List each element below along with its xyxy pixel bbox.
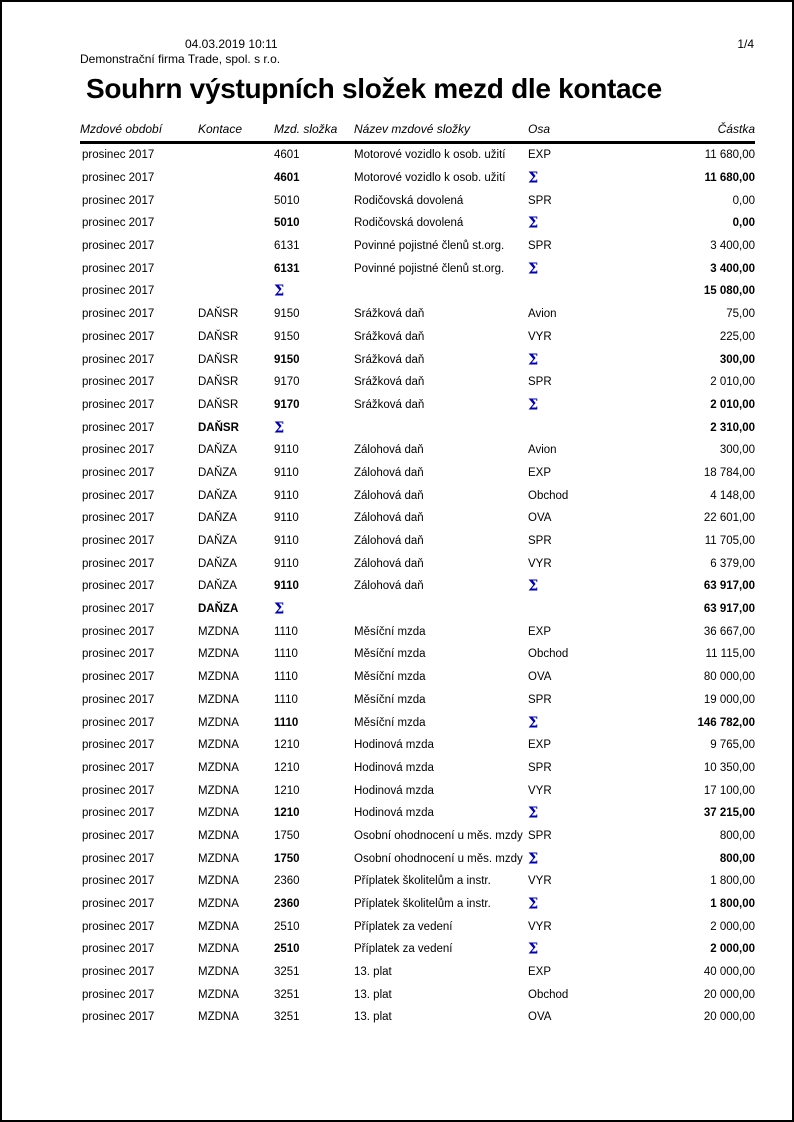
cell-nazev: Srážková daň <box>354 376 425 389</box>
table-row <box>80 303 755 326</box>
cell-kontace: MZDNA <box>198 829 239 842</box>
cell-slozka: 9170 <box>274 398 300 411</box>
cell-slozka: 1750 <box>274 852 300 865</box>
table-row <box>80 689 755 712</box>
table-row <box>80 847 755 870</box>
cell-osa: Avion <box>528 444 557 457</box>
cell-nazev: Měsíční mzda <box>354 625 426 638</box>
cell-nazev: Osobní ohodnocení u měs. mzdy <box>354 829 523 842</box>
cell-osa: VYR <box>528 330 552 343</box>
cell-obdobi: prosinec 2017 <box>82 739 155 752</box>
cell-osa: EXP <box>528 739 552 752</box>
cell-obdobi: prosinec 2017 <box>82 898 155 911</box>
cell-nazev: Příplatek za vedení <box>354 920 453 933</box>
cell-obdobi: prosinec 2017 <box>82 807 155 820</box>
sigma-icon: Σ <box>528 169 539 187</box>
cell-kontace: MZDNA <box>198 693 239 706</box>
cell-kontace: MZDNA <box>198 898 239 911</box>
cell-nazev: Rodičovská dovolená <box>354 217 464 230</box>
cell-obdobi: prosinec 2017 <box>82 444 155 457</box>
cell-nazev: Hodinová mzda <box>354 761 434 774</box>
cell-obdobi: prosinec 2017 <box>82 398 155 411</box>
cell-nazev: Zálohová daň <box>354 489 424 502</box>
table-row <box>80 620 755 643</box>
cell-castka: 1 800,00 <box>710 898 755 911</box>
cell-castka: 2 010,00 <box>710 398 755 411</box>
cell-slozka: 2360 <box>274 898 300 911</box>
column-header-mzd-slozka: Mzd. složka <box>274 122 338 136</box>
cell-nazev: 13. plat <box>354 988 392 1001</box>
table-row <box>80 711 755 734</box>
cell-castka: 800,00 <box>719 829 755 842</box>
cell-osa: SPR <box>528 194 552 207</box>
cell-obdobi: prosinec 2017 <box>82 376 155 389</box>
cell-slozka: 9110 <box>274 466 299 479</box>
cell-castka: 20 000,00 <box>703 988 755 1001</box>
cell-osa: EXP <box>528 966 552 979</box>
table-row <box>80 779 755 802</box>
cell-slozka: 9110 <box>274 557 299 570</box>
table-row <box>80 144 755 167</box>
cell-nazev: Srážková daň <box>354 308 425 321</box>
cell-nazev: Hodinová mzda <box>354 807 434 820</box>
cell-obdobi: prosinec 2017 <box>82 784 155 797</box>
table-row <box>80 983 755 1006</box>
cell-slozka: 1210 <box>274 784 300 797</box>
column-header-nazev: Název mzdové složky <box>354 122 471 136</box>
table-row <box>80 394 755 417</box>
cell-castka: 15 080,00 <box>703 285 755 298</box>
table-row <box>80 235 755 258</box>
cell-slozka: 1110 <box>274 716 299 729</box>
cell-osa: Obchod <box>528 988 569 1001</box>
cell-kontace: DAŇZA <box>198 580 237 593</box>
table-row <box>80 575 755 598</box>
cell-osa: EXP <box>528 625 552 638</box>
cell-slozka: 6131 <box>274 240 300 253</box>
cell-obdobi: prosinec 2017 <box>82 308 155 321</box>
cell-nazev: Příplatek školitelům a instr. <box>354 875 491 888</box>
table-row <box>80 439 755 462</box>
cell-kontace: MZDNA <box>198 966 239 979</box>
cell-obdobi: prosinec 2017 <box>82 466 155 479</box>
cell-castka: 10 350,00 <box>703 761 755 774</box>
cell-castka: 2 000,00 <box>710 920 755 933</box>
cell-slozka: 6131 <box>274 262 300 275</box>
cell-castka: 6 379,00 <box>710 557 755 570</box>
cell-slozka: 1110 <box>274 693 298 706</box>
table-header <box>80 122 755 142</box>
cell-nazev: Hodinová mzda <box>354 739 434 752</box>
cell-nazev: Příplatek za vedení <box>354 943 453 956</box>
cell-osa: OVA <box>528 671 552 684</box>
cell-nazev: Zálohová daň <box>354 535 424 548</box>
cell-kontace: MZDNA <box>198 716 239 729</box>
cell-obdobi: prosinec 2017 <box>82 988 155 1001</box>
cell-kontace: DAŇSR <box>198 308 239 321</box>
table-row <box>80 1006 755 1029</box>
sigma-icon: Σ <box>528 804 539 822</box>
cell-osa: SPR <box>528 693 552 706</box>
cell-obdobi: prosinec 2017 <box>82 580 155 593</box>
table-row <box>80 167 755 190</box>
cell-slozka: 5010 <box>274 194 300 207</box>
cell-slozka: 3251 <box>274 966 300 979</box>
table-row <box>80 938 755 961</box>
cell-kontace: MZDNA <box>198 807 239 820</box>
table-row <box>80 893 755 916</box>
sigma-icon: Σ <box>528 895 539 913</box>
cell-osa: Obchod <box>528 648 569 661</box>
cell-slozka: 1210 <box>274 761 300 774</box>
cell-nazev: Zálohová daň <box>354 580 424 593</box>
cell-castka: 36 667,00 <box>703 625 755 638</box>
cell-castka: 22 601,00 <box>703 512 755 525</box>
sigma-icon: Σ <box>528 396 539 414</box>
cell-nazev: Osobní ohodnocení u měs. mzdy <box>354 852 523 865</box>
cell-castka: 2 010,00 <box>710 376 755 389</box>
table-row <box>80 348 755 371</box>
cell-slozka: 1110 <box>274 625 298 638</box>
cell-castka: 63 917,00 <box>703 603 755 616</box>
sigma-icon: Σ <box>274 419 285 437</box>
cell-obdobi: prosinec 2017 <box>82 240 155 253</box>
cell-castka: 2 310,00 <box>710 421 755 434</box>
cell-slozka: 2510 <box>274 943 300 956</box>
table-body <box>80 144 755 1029</box>
sigma-icon: Σ <box>528 351 539 369</box>
cell-nazev: Motorové vozidlo k osob. užití <box>354 149 506 162</box>
cell-castka: 0,00 <box>732 217 755 230</box>
cell-osa: SPR <box>528 761 552 774</box>
cell-obdobi: prosinec 2017 <box>82 716 155 729</box>
cell-slozka: 9150 <box>274 308 300 321</box>
table-row <box>80 484 755 507</box>
cell-slozka: 3251 <box>274 1011 300 1024</box>
cell-nazev: Srážková daň <box>354 398 425 411</box>
cell-obdobi: prosinec 2017 <box>82 421 155 434</box>
cell-slozka: 9170 <box>274 376 300 389</box>
cell-kontace: DAŇZA <box>198 466 237 479</box>
cell-obdobi: prosinec 2017 <box>82 920 155 933</box>
cell-slozka: 1110 <box>274 648 298 661</box>
cell-slozka: 9150 <box>274 330 300 343</box>
cell-obdobi: prosinec 2017 <box>82 512 155 525</box>
cell-obdobi: prosinec 2017 <box>82 693 155 706</box>
cell-castka: 300,00 <box>719 444 755 457</box>
cell-osa: OVA <box>528 512 552 525</box>
table-row <box>80 598 755 621</box>
cell-osa: EXP <box>528 149 552 162</box>
cell-castka: 2 000,00 <box>710 943 755 956</box>
sigma-icon: Σ <box>274 282 285 300</box>
cell-osa: VYR <box>528 920 552 933</box>
cell-kontace: DAŇSR <box>198 330 239 343</box>
cell-castka: 17 100,00 <box>703 784 755 797</box>
cell-castka: 0,00 <box>732 194 755 207</box>
cell-castka: 20 000,00 <box>703 1011 755 1024</box>
cell-castka: 800,00 <box>719 852 755 865</box>
table-row <box>80 961 755 984</box>
cell-kontace: DAŇZA <box>198 489 237 502</box>
cell-castka: 75,00 <box>726 308 755 321</box>
cell-obdobi: prosinec 2017 <box>82 966 155 979</box>
cell-kontace: MZDNA <box>198 784 239 797</box>
cell-kontace: MZDNA <box>198 852 239 865</box>
cell-kontace: DAŇZA <box>198 603 239 616</box>
cell-kontace: MZDNA <box>198 875 239 888</box>
cell-obdobi: prosinec 2017 <box>82 149 155 162</box>
cell-obdobi: prosinec 2017 <box>82 353 155 366</box>
cell-nazev: Povinné pojistné členů st.org. <box>354 262 505 275</box>
sigma-icon: Σ <box>274 600 285 618</box>
cell-kontace: MZDNA <box>198 920 239 933</box>
cell-osa: VYR <box>528 557 552 570</box>
cell-obdobi: prosinec 2017 <box>82 625 155 638</box>
table-row <box>80 870 755 893</box>
table-row <box>80 825 755 848</box>
cell-obdobi: prosinec 2017 <box>82 875 155 888</box>
cell-obdobi: prosinec 2017 <box>82 535 155 548</box>
table-row <box>80 507 755 530</box>
cell-nazev: Zálohová daň <box>354 466 424 479</box>
column-header-mzdove-obdobi: Mzdové období <box>80 122 163 136</box>
table-row <box>80 643 755 666</box>
cell-nazev: Měsíční mzda <box>354 671 426 684</box>
cell-osa: Obchod <box>528 489 569 502</box>
cell-slozka: 2510 <box>274 920 300 933</box>
cell-castka: 11 115,00 <box>705 648 755 661</box>
cell-castka: 11 705,00 <box>704 535 755 548</box>
cell-nazev: 13. plat <box>354 1011 392 1024</box>
cell-slozka: 1110 <box>274 671 298 684</box>
cell-castka: 11 680,00 <box>704 149 755 162</box>
cell-castka: 300,00 <box>719 353 755 366</box>
cell-slozka: 5010 <box>274 217 300 230</box>
table-row <box>80 212 755 235</box>
cell-obdobi: prosinec 2017 <box>82 557 155 570</box>
cell-kontace: DAŇZA <box>198 535 237 548</box>
cell-kontace: DAŇZA <box>198 512 237 525</box>
cell-slozka: 9110 <box>274 512 299 525</box>
table-row <box>80 734 755 757</box>
cell-nazev: Zálohová daň <box>354 444 424 457</box>
cell-castka: 80 000,00 <box>703 671 755 684</box>
cell-osa: SPR <box>528 535 552 548</box>
table-row <box>80 462 755 485</box>
cell-slozka: 1210 <box>274 739 300 752</box>
report-title: Souhrn výstupních složek mezd dle kontace <box>86 73 662 104</box>
cell-osa: Avion <box>528 308 557 321</box>
table-row <box>80 552 755 575</box>
cell-castka: 3 400,00 <box>710 262 755 275</box>
cell-nazev: Zálohová daň <box>354 512 424 525</box>
page-number: 1/4 <box>737 37 754 51</box>
cell-slozka: 9110 <box>274 535 299 548</box>
cell-slozka: 2360 <box>274 875 300 888</box>
cell-kontace: DAŇZA <box>198 444 237 457</box>
sigma-icon: Σ <box>528 214 539 232</box>
cell-osa: OVA <box>528 1011 552 1024</box>
cell-castka: 40 000,00 <box>703 966 755 979</box>
cell-kontace: DAŇSR <box>198 421 239 434</box>
sigma-icon: Σ <box>528 260 539 278</box>
cell-obdobi: prosinec 2017 <box>82 852 155 865</box>
cell-slozka: 4601 <box>274 172 300 185</box>
cell-nazev: Rodičovská dovolená <box>354 194 464 207</box>
cell-nazev: 13. plat <box>354 966 392 979</box>
table-row <box>80 666 755 689</box>
cell-kontace: MZDNA <box>198 671 239 684</box>
cell-obdobi: prosinec 2017 <box>82 262 155 275</box>
cell-osa: SPR <box>528 829 552 842</box>
cell-kontace: DAŇSR <box>198 353 239 366</box>
cell-kontace: MZDNA <box>198 625 239 638</box>
cell-slozka: 9110 <box>274 580 299 593</box>
cell-castka: 225,00 <box>719 330 755 343</box>
cell-kontace: MZDNA <box>198 943 239 956</box>
cell-osa: VYR <box>528 784 552 797</box>
cell-nazev: Měsíční mzda <box>354 716 426 729</box>
cell-obdobi: prosinec 2017 <box>82 285 155 298</box>
cell-castka: 146 782,00 <box>697 716 755 729</box>
company-name: Demonstrační firma Trade, spol. s r.o. <box>80 52 281 66</box>
cell-kontace: MZDNA <box>198 739 239 752</box>
cell-nazev: Srážková daň <box>354 353 425 366</box>
sigma-icon: Σ <box>528 577 539 595</box>
cell-nazev: Povinné pojistné členů st.org. <box>354 240 505 253</box>
cell-castka: 1 800,00 <box>710 875 755 888</box>
cell-obdobi: prosinec 2017 <box>82 194 155 207</box>
cell-osa: VYR <box>528 875 552 888</box>
cell-castka: 11 680,00 <box>704 172 755 185</box>
cell-slozka: 1750 <box>274 829 300 842</box>
cell-slozka: 4601 <box>274 149 300 162</box>
cell-kontace: MZDNA <box>198 988 239 1001</box>
cell-castka: 19 000,00 <box>703 693 755 706</box>
table-row <box>80 915 755 938</box>
cell-kontace: DAŇSR <box>198 376 239 389</box>
cell-obdobi: prosinec 2017 <box>82 489 155 502</box>
cell-kontace: MZDNA <box>198 1011 239 1024</box>
cell-nazev: Měsíční mzda <box>354 693 426 706</box>
cell-castka: 9 765,00 <box>710 739 755 752</box>
cell-castka: 63 917,00 <box>703 580 755 593</box>
cell-slozka: 3251 <box>274 988 300 1001</box>
table-row <box>80 280 755 303</box>
cell-kontace: MZDNA <box>198 761 239 774</box>
cell-castka: 4 148,00 <box>710 489 755 502</box>
cell-slozka: 1210 <box>274 807 300 820</box>
cell-nazev: Zálohová daň <box>354 557 424 570</box>
cell-obdobi: prosinec 2017 <box>82 829 155 842</box>
table-row <box>80 416 755 439</box>
table-row <box>80 371 755 394</box>
table-row <box>80 189 755 212</box>
cell-obdobi: prosinec 2017 <box>82 1011 155 1024</box>
cell-nazev: Hodinová mzda <box>354 784 434 797</box>
cell-obdobi: prosinec 2017 <box>82 671 155 684</box>
sigma-icon: Σ <box>528 940 539 958</box>
table-row <box>80 257 755 280</box>
column-header-kontace: Kontace <box>198 122 243 136</box>
cell-kontace: MZDNA <box>198 648 239 661</box>
cell-castka: 18 784,00 <box>703 466 755 479</box>
table-row <box>80 802 755 825</box>
report-datetime: 04.03.2019 10:11 <box>185 37 278 51</box>
cell-obdobi: prosinec 2017 <box>82 648 155 661</box>
cell-kontace: DAŇSR <box>198 398 239 411</box>
column-header-castka: Částka <box>717 122 755 136</box>
cell-nazev: Příplatek školitelům a instr. <box>354 898 491 911</box>
cell-obdobi: prosinec 2017 <box>82 217 155 230</box>
sigma-icon: Σ <box>528 850 539 868</box>
cell-nazev: Měsíční mzda <box>354 648 426 661</box>
cell-osa: SPR <box>528 240 552 253</box>
column-header-osa: Osa <box>528 122 551 136</box>
table-row <box>80 757 755 780</box>
cell-osa: EXP <box>528 466 552 479</box>
cell-obdobi: prosinec 2017 <box>82 603 155 616</box>
table-row <box>80 530 755 553</box>
cell-osa: SPR <box>528 376 552 389</box>
cell-kontace: DAŇZA <box>198 557 237 570</box>
cell-castka: 3 400,00 <box>710 240 755 253</box>
cell-slozka: 9150 <box>274 353 300 366</box>
cell-obdobi: prosinec 2017 <box>82 761 155 774</box>
cell-obdobi: prosinec 2017 <box>82 330 155 343</box>
sigma-icon: Σ <box>528 714 539 732</box>
cell-nazev: Motorové vozidlo k osob. užití <box>354 172 506 185</box>
cell-obdobi: prosinec 2017 <box>82 172 155 185</box>
cell-slozka: 9110 <box>274 489 299 502</box>
cell-slozka: 9110 <box>274 444 299 457</box>
cell-nazev: Srážková daň <box>354 330 425 343</box>
table-row <box>80 326 755 349</box>
cell-obdobi: prosinec 2017 <box>82 943 155 956</box>
cell-castka: 37 215,00 <box>703 807 755 820</box>
